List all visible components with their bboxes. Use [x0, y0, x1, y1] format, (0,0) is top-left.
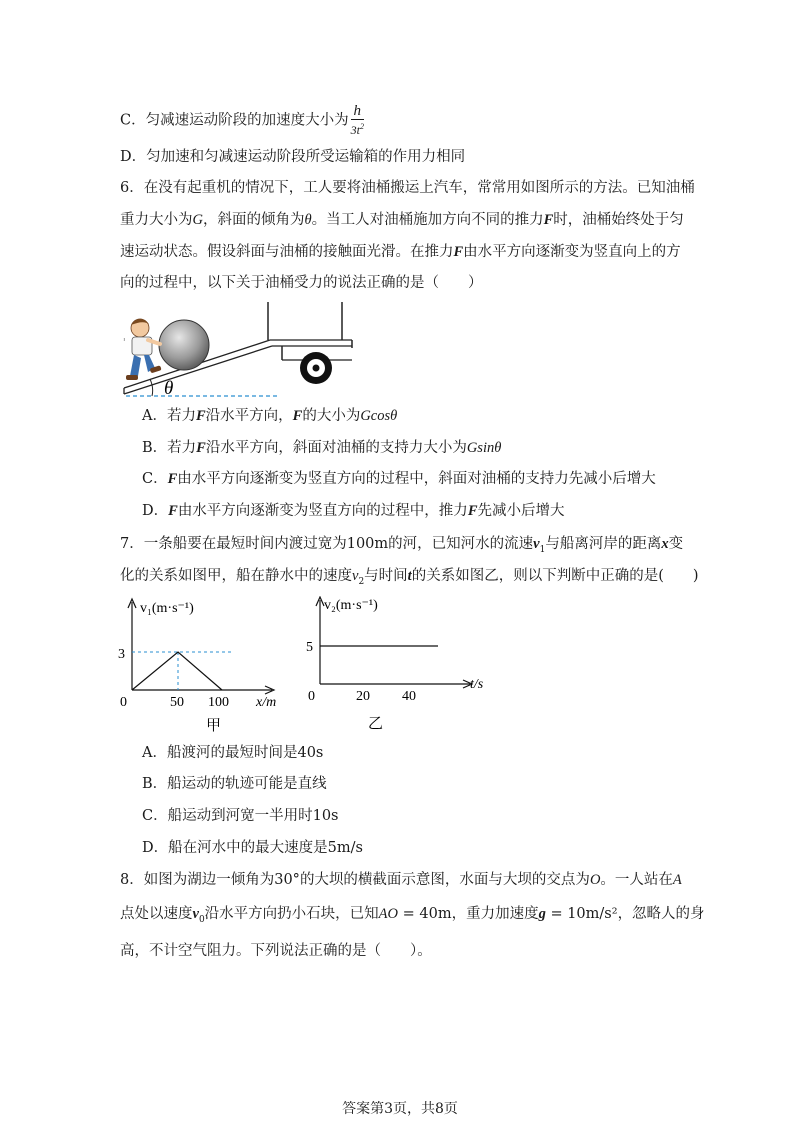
q7-option-d: D．船在河水中的最大速度是5m/s [142, 840, 363, 856]
truck-wheel [300, 352, 332, 384]
q5-option-c [120, 104, 364, 137]
q6-option-c: C．F由水平方向逐渐变为竖直方向的过程中，斜面对油桶的支持力先减小后增大 [142, 471, 656, 487]
svg-text:ⸯ: ⸯ [122, 339, 127, 348]
q6-stem-line1: 6．在没有起重机的情况下，工人要将油桶搬运上汽车，常常用如图所示的方法。已知油桶 [120, 180, 695, 196]
page-footer: 答案第3页，共8页 [342, 1101, 458, 1117]
q7-option-c: C．船运动到河宽一半用时10s [142, 808, 339, 824]
q6-option-b: B．若力F沿水平方向，斜面对油桶的支持力大小为Gsinθ [142, 440, 502, 456]
fraction-denominator: $3t^2$ [350, 122, 364, 137]
q7-graph-jia [112, 596, 297, 736]
q6-figure [118, 298, 368, 404]
truck-outline [268, 302, 352, 360]
x-tick-100: 100 [208, 695, 229, 710]
x-tick-0: 0 [308, 689, 315, 704]
angle-arc [150, 379, 153, 396]
graph-caption: 乙 [368, 716, 384, 732]
q6-option-d: D．F由水平方向逐渐变为竖直方向的过程中，推力F先减小后增大 [142, 503, 565, 519]
q8-stem-line2: 点处以速度$v_0$沿水平方向扔小石块，已知AO = 40m，重力加速度g = 10m/s²，忽略人的身 [120, 906, 705, 925]
x-tick-20: 20 [356, 689, 370, 704]
q8-stem-line3: 高，不计空气阻力。下列说法正确的是（ ）。 [120, 943, 432, 959]
q6-stem-line2: 重力大小为G，斜面的倾角为θ。当工人对油桶施加方向不同的推力F时，油桶始终处于匀 [120, 212, 684, 228]
q7-option-a: A．船渡河的最短时间是40s [142, 745, 324, 761]
oil-barrel [159, 320, 209, 370]
worker-figure [122, 319, 162, 380]
q7-option-b: B．船运动的轨迹可能是直线 [142, 776, 327, 792]
x-tick-50: 50 [170, 695, 184, 710]
x-axis-label: x/m [256, 695, 277, 710]
q6-stem-line4: 向的过程中，以下关于油桶受力的说法正确的是（ ） [120, 275, 483, 291]
q6-stem-line3: 速运动状态。假设斜面与油桶的接触面光滑。在推力F由水平方向逐渐变为竖直向上的方 [120, 244, 681, 260]
q5-option-c-fraction [351, 104, 364, 137]
y-axis-label: v₁(m·s⁻¹) [140, 601, 194, 616]
velocity-curve [132, 652, 222, 690]
q6-option-a: A．若力F沿水平方向，F的大小为Gcosθ [142, 408, 398, 424]
q7-stem-line2: 化的关系如图甲，船在静水中的速度$v_2$与时间t的关系如图乙，则以下判断中正确的是( ) [120, 568, 699, 587]
y-tick-3: 3 [118, 647, 125, 662]
y-axis-label: v₂(m·s⁻¹) [324, 598, 378, 613]
q5-option-d: D．匀加速和匀减速运动阶段所受运输箱的作用力相同 [120, 149, 466, 165]
y-tick-5: 5 [306, 640, 313, 655]
angle-theta-label: θ [164, 378, 174, 399]
q5-option-c-text: C．匀减速运动阶段的加速度大小为 [120, 112, 349, 129]
q8-stem-line1: 8．如图为湖边一倾角为30°的大坝的横截面示意图，水面与大坝的交点为O。一人站在A [120, 872, 682, 888]
q7-graph-yi [298, 596, 498, 746]
fraction-numerator: h [351, 104, 364, 120]
x-tick-40: 40 [402, 689, 416, 704]
x-tick-0: 0 [120, 695, 127, 710]
x-axis-label: t/s [470, 677, 484, 692]
q7-stem-line1: 7．一条船要在最短时间内渡过宽为100m的河，已知河水的流速$v_1$与船离河岸的距离x变 [120, 536, 684, 555]
graph-caption: 甲 [206, 718, 222, 734]
